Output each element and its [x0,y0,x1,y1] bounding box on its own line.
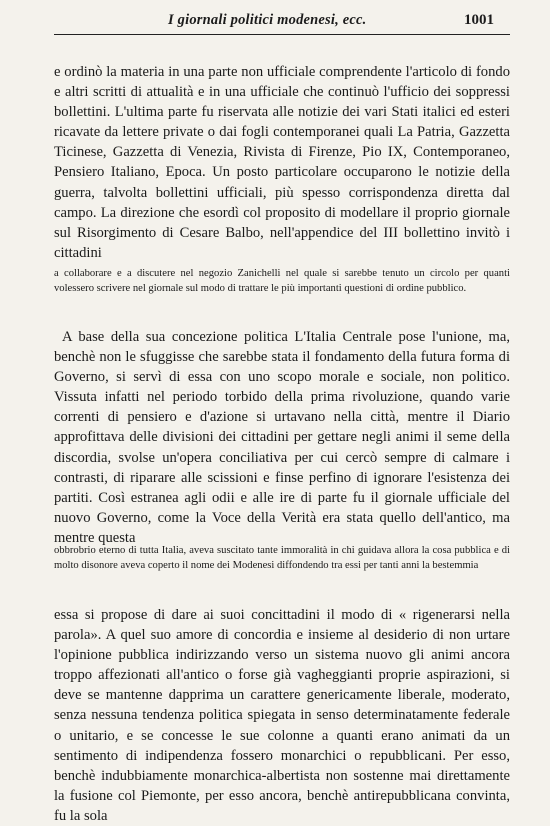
body-paragraph-1: e ordinò la materia in una parte non ufficiale comprendente l'articolo di fondo e altri scritti di attualità e in una ufficiale che continuò l'ufficio dei soppressi bollettini. L'ultima parte fu riservata alle notizie dei vari Stati italici ed esteri ricavate da lettere private o dai fogli contemporanei quali La Patria, Gazzetta Ticinese, Gazzetta di Venezia, Rivista di Firenze, Pio IX, Contemporaneo, Pensiero Italiano, Epoca. Un posto particolare occuparono le notizie della guerra, talvolta bollettini ufficiali, più spesso corrispondenza diretta dal campo. La direzione che esordì col proposito di modellare il proprio giornale sul Risorgimento di Cesare Balbo, nell'appendice del III bollettino invitò i cittadini [54,64,510,261]
page-header [0,9,550,33]
header-rule [54,34,510,35]
running-head: I giornali politici modenesi, ecc. [168,12,367,28]
body-paragraph-2: A base della sua concezione politica L'Italia Centrale pose l'unione, ma, benchè non le sfuggisse che sarebbe stata il fondamento della futura forma di Governo, si servì di essa con uno scopo morale e sociale, non politico. Vissuta infatti nel periodo torbido della prima rivoluzione, quando varie correnti di pensiero e d'azione si urtavano nella città, mentre il Diario approfittava delle divisioni dei cittadini per gettare negli animi il seme della discordia, svolse un'opera conciliativa per cui cercò sempre di calmare i contrasti, di riparare alle scissioni e finse perfino di ignorare l'esistenza dei partiti. Così estranea agli odii e alle ire di parte fu il giornale ufficiale del nuovo Governo, come la Voce della Verità era stata quello dell'antico, ma mentre questa [54,329,510,546]
footnote-continuation-2: obbrobrio eterno di tutta Italia, aveva suscitato tante immoralità in chi guidava allora la cosa pubblica e di molto disonore aveva coperto il nome dei Modenesi diffondendo tra essi per tanti anni la bestemmia [54,545,510,571]
footnote-continuation-1: a collaborare e a discutere nel negozio Zanichelli nel quale si sarebbe tenuto un circolo per quanti volessero scrivere nel giornale sul modo di trattare le più importanti questioni di ordine pubblico. [54,268,510,294]
body-paragraph-3: essa si propose di dare ai suoi concittadini il modo di « rigenerarsi nella parola». A quel suo amore di concordia e insieme al desiderio di non urtare l'opinione pubblica indirizzando verso un sistema nuovo gli animi ancora troppo affezionati all'antico o forse già vagheggianti proprie aspirazioni, si deve se mantenne dapprima un carattere genericamente liberale, moderato, senza nessuna tendenza politica spiegata in senso determinatamente federale o unitario, e se concesse le sue colonne a quanti erano animati da un sentimento di indipendenza fossero monarchici o repubblicani. Per esso, benchè indubbiamente monarchica-albertista non sostenne mai direttamente la fusione col Piemonte, per esso ancora, benchè antirepubblicana convinta, fu la sola [54,607,510,824]
page-number: 1001 [464,12,494,28]
